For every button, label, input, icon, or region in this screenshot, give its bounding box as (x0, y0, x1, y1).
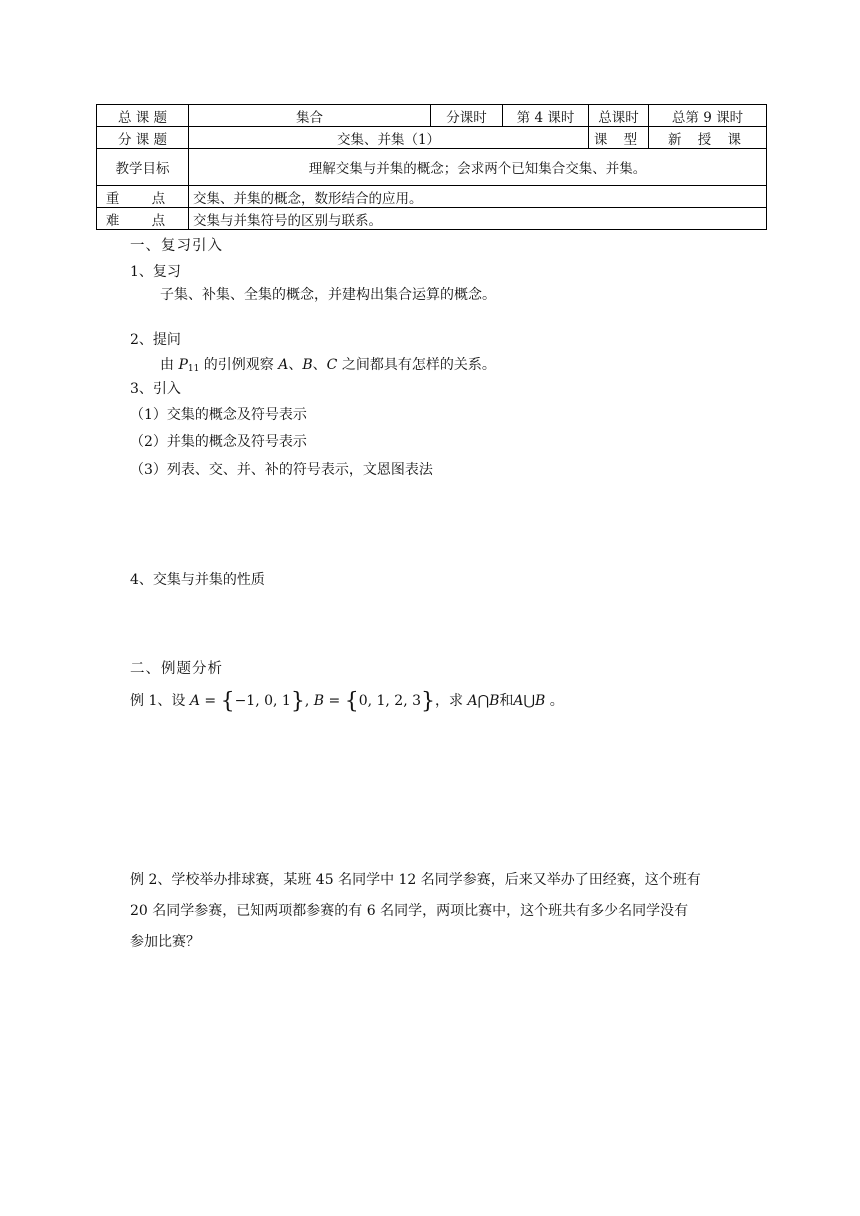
example-2-line: 20 名同学参赛，已知两项都参赛的有 6 名同学，两项比赛中，这个班共有多少名同学没有 (130, 903, 689, 919)
review-text: 子集、补集、全集的概念，并建构出集合运算的概念。 (160, 287, 496, 303)
cell-objective: 理解交集与并集的概念；会求两个已知集合交集、并集。 (189, 149, 767, 186)
cell-label-main-topic: 总 课 题 (97, 105, 189, 127)
table-row (97, 208, 767, 230)
cell-label-difficulty: 难 点 (97, 208, 189, 230)
lesson-info-table (96, 104, 767, 230)
cell-label-sub-topic: 分 课 题 (97, 127, 189, 149)
cell-sub-period: 第 4 课时 (503, 105, 589, 127)
subsection-review-title: 1、复习 (130, 264, 181, 280)
example-1-text: 例 1、设 A = {−1, 0, 1}, B = {0, 1, 2, 3}，求 A⋂B和A⋃B 。 (130, 689, 564, 714)
intro-item: （3）列表、交、并、补的符号表示，文恩图表法 (130, 462, 433, 478)
cell-main-topic: 集合 (189, 105, 431, 127)
cell-label-key-point: 重 点 (97, 186, 189, 208)
cell-sub-topic: 交集、并集（1） (189, 127, 589, 149)
subsection-question-title: 2、提问 (130, 332, 181, 348)
intro-item: （2）并集的概念及符号表示 (130, 434, 307, 450)
cell-lesson-type: 新 授 课 (649, 127, 767, 149)
cell-label-total-period: 总课时 (589, 105, 649, 127)
table-row (97, 105, 767, 127)
section-heading-review: 一、复习引入 (130, 238, 223, 254)
cell-total-period: 总第 9 课时 (649, 105, 767, 127)
subsection-properties-title: 4、交集与并集的性质 (130, 572, 265, 588)
section-heading-examples: 二、例题分析 (130, 661, 223, 677)
table-row (97, 149, 767, 186)
table-row (97, 186, 767, 208)
cell-difficulty: 交集与并集符号的区别与联系。 (189, 208, 767, 230)
cell-label-lesson-type: 课 型 (589, 127, 649, 149)
cell-key-point: 交集、并集的概念，数形结合的应用。 (189, 186, 767, 208)
cell-label-objective: 教学目标 (97, 149, 189, 186)
intro-item: （1）交集的概念及符号表示 (130, 407, 307, 423)
subsection-intro-title: 3、引入 (130, 381, 181, 397)
question-text: 由 $P_{11}$ 的引例观察 A、B、C 之间都具有怎样的关系。 (160, 357, 496, 374)
cell-label-sub-period: 分课时 (431, 105, 503, 127)
example-2-line: 例 2、学校举办排球赛，某班 45 名同学中 12 名同学参赛，后来又举办了田经赛，这个班有 (130, 872, 701, 888)
table-row (97, 127, 767, 149)
example-2-line: 参加比赛？ (130, 934, 200, 950)
